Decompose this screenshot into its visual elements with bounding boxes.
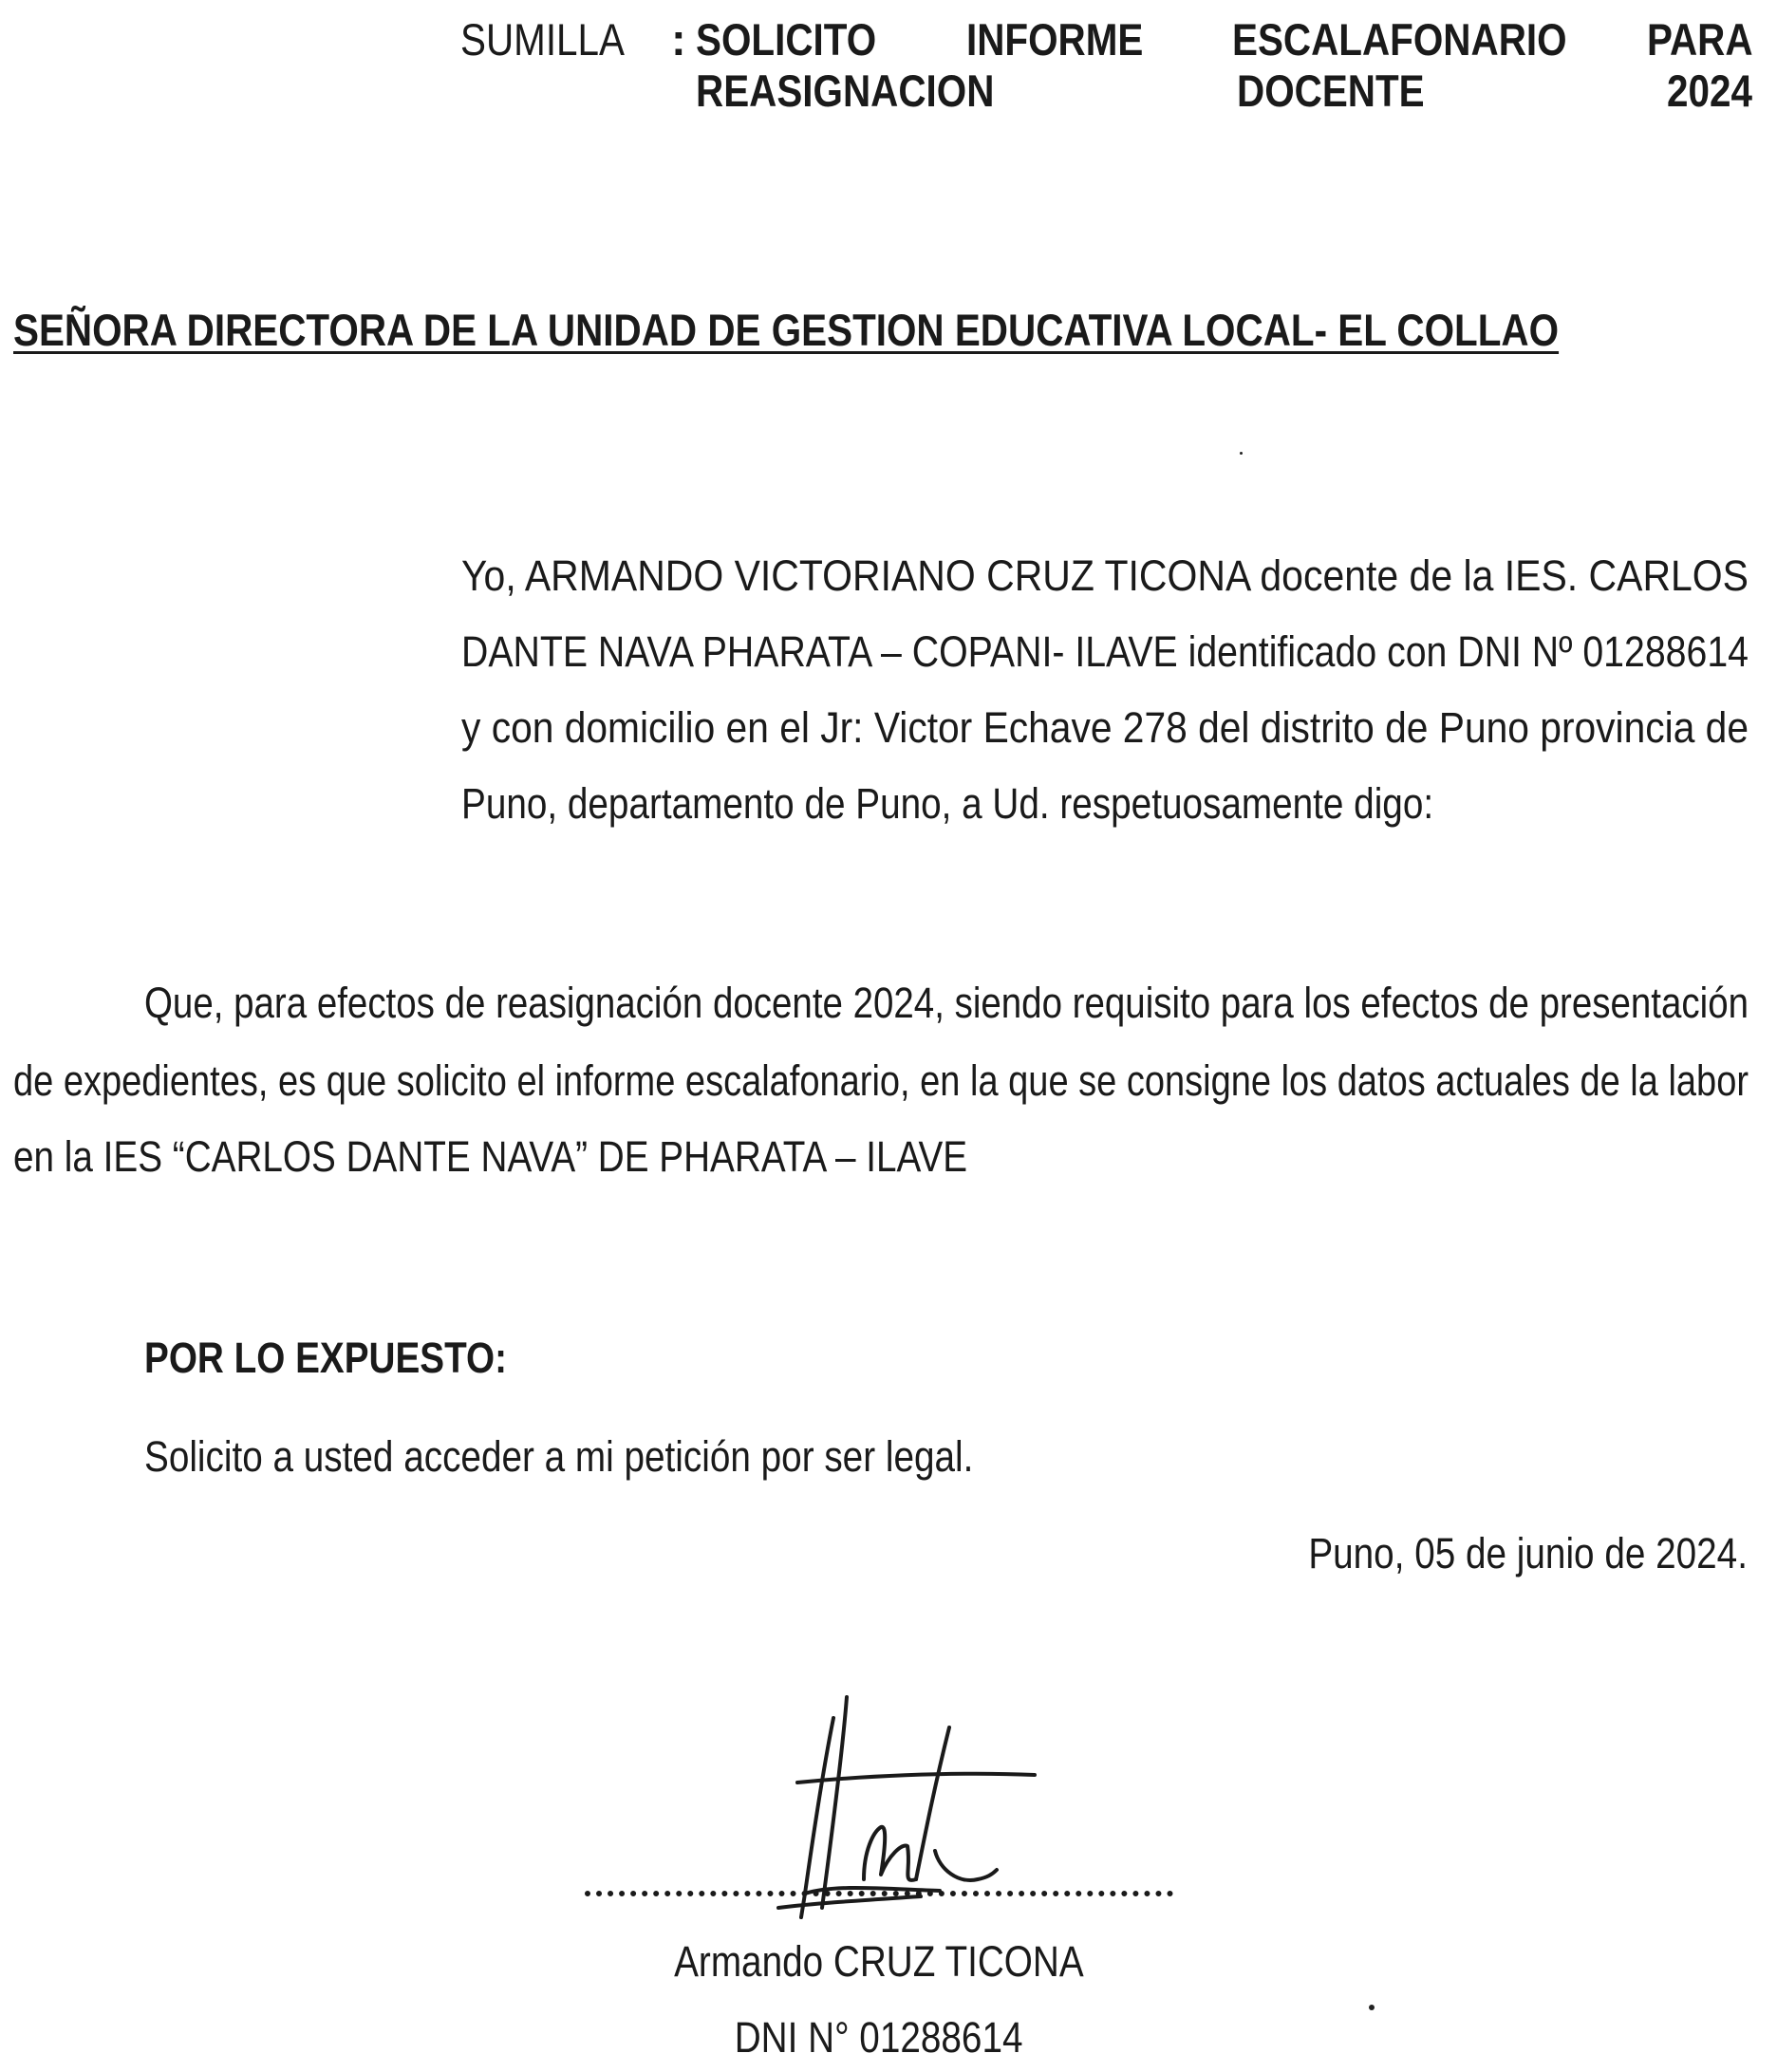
- intro-line-1: Yo, ARMANDO VICTORIANO CRUZ TICONA docente de la IES. CARLOS: [461, 551, 1749, 600]
- intro-line-4: Puno, departamento de Puno, a Ud. respetuosamente digo:: [461, 779, 1434, 828]
- body-line-2: de expedientes, es que solicito el informe escalafonario, en la que se consigne los datos actuales de la labor: [13, 1056, 1749, 1105]
- body-line-3: en la IES “CARLOS DANTE NAVA” DE PHARATA – ILAVE: [13, 1132, 968, 1181]
- sumilla-word: 2024: [1667, 65, 1752, 116]
- sumilla-label: SUMILLA: [460, 14, 625, 65]
- addressee-heading: SEÑORA DIRECTORA DE LA UNIDAD DE GESTION EDUCATIVA LOCAL- EL COLLAO: [13, 305, 1560, 355]
- sumilla-word: INFORME: [966, 14, 1144, 65]
- scan-speck: [1240, 452, 1243, 455]
- sumilla-word: PARA: [1647, 14, 1753, 65]
- sumilla-word: DOCENTE: [1237, 65, 1425, 116]
- closing-request: Solicito a usted acceder a mi petición por ser legal.: [144, 1432, 974, 1481]
- intro-line-2: DANTE NAVA PHARATA – COPANI- ILAVE identificado con DNI Nº 01288614: [461, 627, 1749, 676]
- intro-line-3: y con domicilio en el Jr: Victor Echave 278 del distrito de Puno provincia de: [461, 703, 1749, 752]
- handwritten-signature: [721, 1689, 1063, 1936]
- sumilla-colon: :: [671, 14, 686, 65]
- signer-dni: DNI N° 01288614: [735, 2013, 1023, 2062]
- scan-speck: [1369, 2005, 1375, 2010]
- date-line: Puno, 05 de junio de 2024.: [1308, 1529, 1748, 1577]
- sumilla-word: REASIGNACION: [696, 65, 995, 116]
- sumilla-subject-line-1: [696, 13, 1753, 66]
- signature-dotted-line: [585, 1885, 1173, 1896]
- sumilla-word: ESCALAFONARIO: [1232, 14, 1567, 65]
- signer-name: Armando CRUZ TICONA: [674, 1937, 1084, 1986]
- closing-heading: POR LO EXPUESTO:: [144, 1334, 508, 1382]
- body-line-1: Que, para efectos de reasignación docente 2024, siendo requisito para los efectos de presentación: [144, 979, 1749, 1027]
- sumilla-subject-line-2: [696, 65, 1752, 118]
- sumilla-word: SOLICITO: [696, 14, 877, 65]
